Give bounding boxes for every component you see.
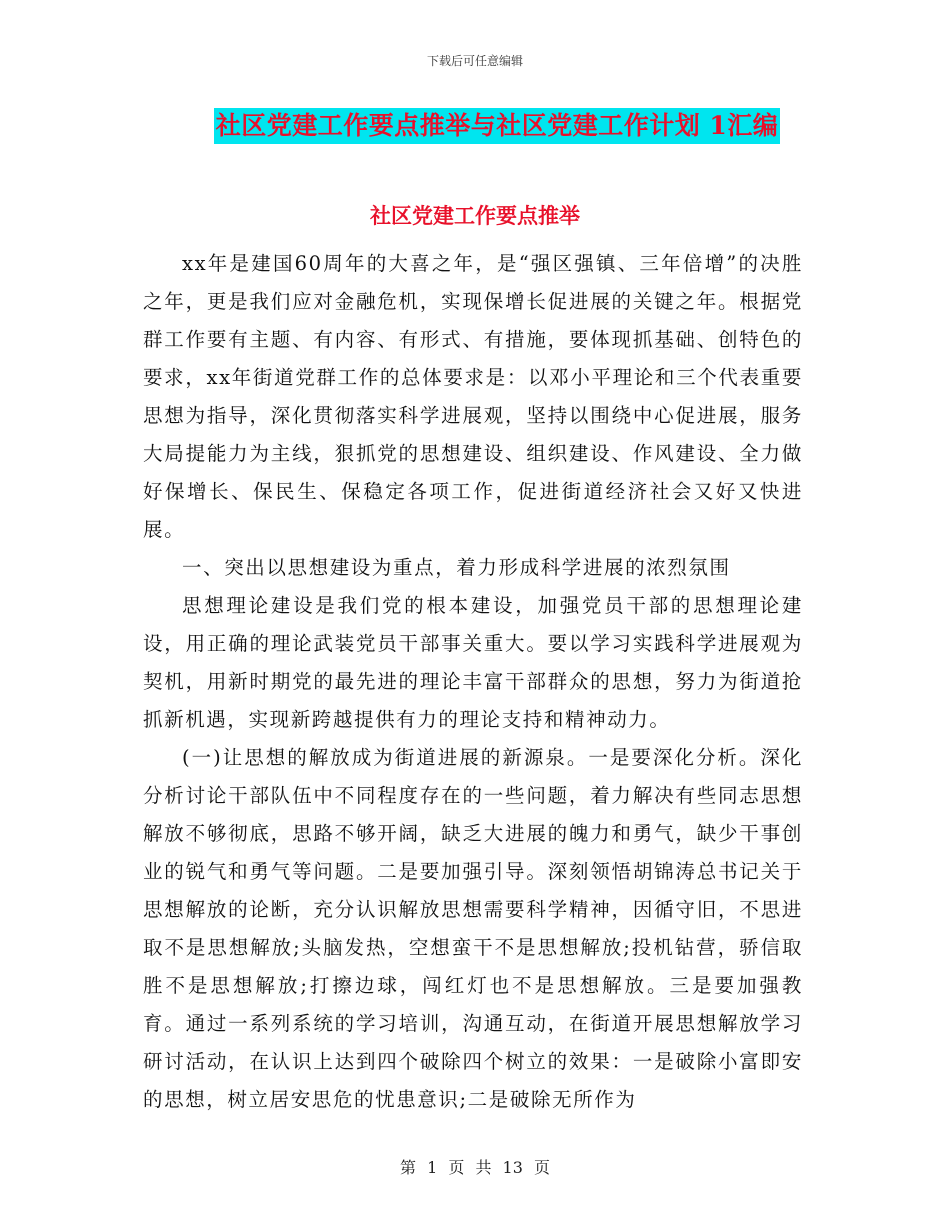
document-main-title: 社区党建工作要点推举与社区党建工作计划 1汇编 [214, 108, 781, 144]
section-title: 社区党建工作要点推举 [370, 203, 580, 228]
paragraph-heading-1: 一、突出以思想建设为重点，着力形成科学进展的浓烈氛围 [182, 556, 731, 579]
paragraph-intro: xx年是建国60周年的大喜之年，是“强区强镇、三年倍增”的决胜之年，更是我们应对金融危机，实现保增长促进展的关键之年。根据党群工作要有主题、有内容、有形式、有措施，要体现抓基础、创特色的要求，xx年街道党群工作的总体要求是：以邓小平理论和三个代表重要思想为指导，深化贯彻落实科学进展观，坚持以围绕中心促进展，服务大局提能力为主线，狠抓党的思想建设、组织建设、作风建设、全力做好保增长、保民生、保稳定各项工作，促进街道经济社会又好又快进展。 [143, 252, 803, 541]
main-title-wrapper [0, 108, 950, 144]
page-header-note: 下载后可任意编辑 [426, 54, 523, 68]
paragraph-point-1: (一)让思想的解放成为街道进展的新源泉。一是要深化分析。深化分析讨论干部队伍中不同程度存在的一些问题，着力解决有些同志思想解放不够彻底，思路不够开阔，缺乏大进展的魄力和勇气，缺少干事创业的锐气和勇气等问题。二是要加强引导。深刻领悟胡锦涛总书记关于思想解放的论断，充分认识解放思想需要科学精神，因循守旧，不思进取不是思想解放;头脑发热，空想蛮干不是思想解放;投机钻营，骄信取胜不是思想解放;打擦边球，闯红灯也不是思想解放。三是要加强教育。通过一系列系统的学习培训，沟通互动，在街道开展思想解放学习研讨活动，在认识上达到四个破除四个树立的效果：一是破除小富即安的思想，树立居安思危的忧患意识;二是破除无所作为 [143, 746, 803, 1111]
document-body [143, 245, 803, 1119]
paragraph-theory: 思想理论建设是我们党的根本建设，加强党员干部的思想理论建设，用正确的理论武装党员干部事关重大。要以学习实践科学进展观为契机，用新时期党的最先进的理论丰富干部群众的思想，努力为街道抢抓新机遇，实现新跨越提供有力的理论支持和精神动力。 [143, 594, 803, 731]
page-footer-number: 第 1 页 共 13 页 [400, 1158, 550, 1177]
